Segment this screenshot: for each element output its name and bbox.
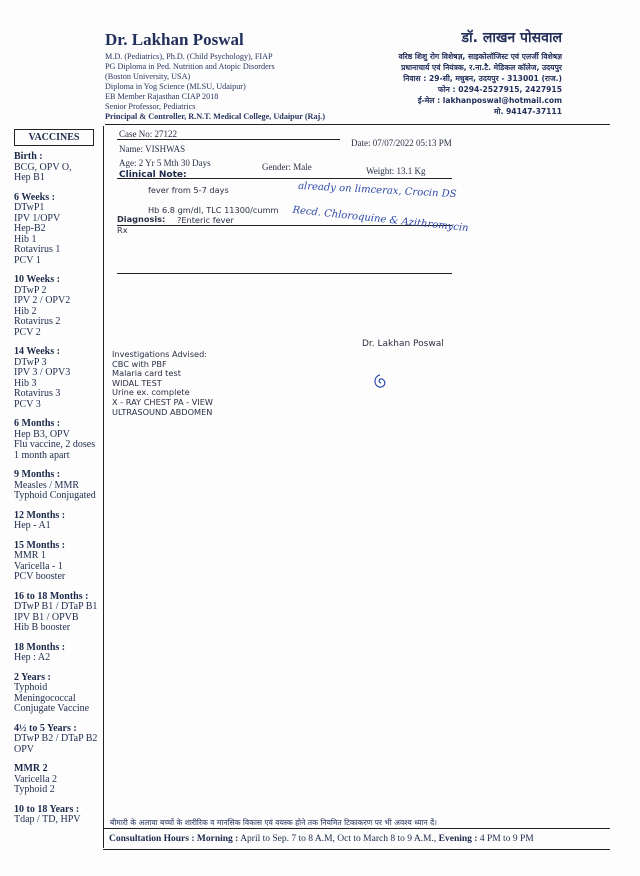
vaccine-item: PCV 3	[14, 398, 41, 410]
investigation-item: ULTRASOUND ABDOMEN	[112, 406, 213, 417]
vaccine-list	[8, 152, 103, 826]
vaccine-group-heading: Birth :	[14, 151, 43, 162]
clinical-note-label: Clinical Note:	[119, 170, 187, 180]
header-right	[398, 28, 562, 117]
vaccine-item: IPV B1 / OPVB	[14, 611, 79, 623]
vaccine-group	[14, 193, 103, 267]
investigation-item: Urine ex. complete	[112, 387, 190, 398]
vaccine-group	[14, 643, 103, 664]
vaccine-group	[14, 805, 103, 826]
vaccine-item: Measles / MMR	[14, 479, 79, 491]
vaccine-item: Hep - A1	[14, 520, 51, 531]
investigation-item: CBC with PBF	[112, 358, 167, 369]
hindi-footer-note: बीमारी के अलावा बच्चों के शारीरिक व मानसिक विकास एवं वयस्क होने तक नियमित टिकाकरण पर भी अवश्य ध्यान दें।	[110, 818, 437, 827]
vaccine-item: Rotavirus 2	[14, 316, 61, 327]
credential-line: (Boston University, USA)	[105, 72, 191, 81]
vaccine-item: Rotavirus 1	[14, 244, 61, 255]
vaccine-group	[14, 419, 103, 461]
investigations-title: Investigations Advised:	[112, 349, 208, 359]
divider	[117, 273, 452, 274]
vaccine-item: Rotavirus 3	[14, 388, 61, 399]
vaccine-item: DTwP B2 / DTaP B2	[14, 733, 98, 744]
vaccine-group	[14, 511, 103, 532]
vaccine-item: Hep B3, OPV	[14, 428, 70, 440]
clinical-note: fever from 5-7 days	[148, 185, 229, 195]
credential-line: PG Diploma in Ped. Nutrition and Atopic Disorders	[105, 62, 275, 71]
vaccine-item: DTwP 3	[14, 356, 47, 368]
vaccine-item: 1 month apart	[14, 449, 70, 461]
evening-label: Evening :	[438, 834, 478, 844]
vaccine-group	[14, 592, 103, 634]
vaccine-group-heading: 14 Weeks :	[14, 346, 60, 357]
vaccine-group-heading: 4½ to 5 Years :	[14, 722, 77, 734]
hindi-line: फोन : 0294-2527915, 2427915	[437, 85, 562, 94]
hindi-line: वरिष्ठ शिशु रोग विशेषज्ञ, साइकोलॉजिस्ट एवं एलर्जी विशेषज्ञ	[398, 52, 562, 61]
vaccine-group	[14, 764, 103, 796]
vaccine-item: Hep B1	[14, 172, 45, 183]
vaccine-item: DTwP 2	[14, 284, 47, 296]
vaccine-group-heading: 6 Weeks :	[14, 191, 55, 203]
vaccine-item: IPV 3 / OPV3	[14, 367, 71, 378]
vaccine-group	[14, 275, 103, 338]
case-number: Case No: 27122	[119, 129, 177, 139]
vaccines-title: VACCINES	[14, 129, 94, 146]
vaccine-item: Meningococcal	[14, 692, 76, 704]
hindi-line: प्रधानाचार्य एवं नियंत्रक, र.ना.टै. मेडिकल कॉलेज, उदयपुर	[401, 63, 562, 72]
vaccine-group	[14, 347, 103, 410]
vaccine-item: PCV booster	[14, 571, 66, 582]
vaccine-item: IPV 2 / OPV2	[14, 295, 71, 306]
vaccine-item: PCV 1	[14, 254, 41, 266]
vaccine-group-heading: MMR 2	[14, 763, 48, 774]
vaccine-item: BCG, OPV O,	[14, 161, 72, 173]
diagnosis-label: Diagnosis:	[117, 214, 166, 224]
vaccine-item: Hep : A2	[14, 652, 51, 663]
credential-line: EB Member Rajasthan CIAP 2018	[105, 92, 219, 101]
vaccine-item: Hib 1	[14, 233, 37, 245]
vaccine-item: DTwP1	[14, 202, 45, 213]
credential-line: Senior Professor, Pediatrics	[105, 102, 196, 111]
signature-name: Dr. Lakhan Poswal	[362, 339, 444, 349]
doctor-name: Dr. Lakhan Poswal	[105, 30, 244, 49]
vaccine-item: MMR 1	[14, 550, 46, 561]
vaccine-item: Hep-B2	[14, 223, 46, 234]
position-line: Principal & Controller, R.N.T. Medical College, Udaipur (Raj.)	[105, 112, 326, 121]
patient-age: Age: 2 Yr 5 Mth 30 Days	[119, 158, 211, 168]
consultation-hours	[103, 828, 610, 850]
diagnosis: ?Enteric fever	[177, 215, 234, 225]
vaccine-item: Typhoid	[14, 682, 48, 693]
patient-gender: Gender: Male	[262, 162, 312, 172]
divider	[117, 139, 340, 140]
vaccine-item: Flu vaccine, 2 doses	[14, 439, 96, 450]
vaccine-item: Hib 3	[14, 377, 37, 389]
hindi-line: मो. 94147-37111	[493, 107, 562, 116]
vaccine-item: Varicella - 1	[14, 560, 63, 572]
vaccine-item: Varicella 2	[14, 773, 58, 785]
vaccine-item: OPV	[14, 743, 35, 755]
hindi-line: ई-मेल : lakhanposwal@hotmail.com	[417, 96, 562, 105]
vaccine-group-heading: 16 to 18 Months :	[14, 590, 89, 602]
hindi-doctor-name: डॉ. लाखन पोसवाल	[461, 30, 562, 46]
vaccine-group	[14, 152, 103, 184]
vaccine-group-heading: 9 Months :	[14, 469, 61, 480]
vaccine-group	[14, 470, 103, 502]
investigation-item: X - RAY CHEST PA - VIEW	[112, 396, 213, 407]
vaccine-group	[14, 673, 103, 715]
vaccine-group-heading: 15 Months :	[14, 539, 66, 551]
handwritten-note: already on limcerax, Crocin DS	[297, 180, 457, 201]
vaccine-group-heading: 12 Months :	[14, 509, 66, 521]
investigation-item: WIDAL TEST	[112, 377, 162, 388]
vaccine-item: PCV 2	[14, 326, 41, 338]
vaccine-group	[14, 724, 103, 756]
consult-label: Consultation Hours : Morning :	[109, 834, 239, 844]
header-left	[105, 30, 395, 122]
vaccine-group-heading: 18 Months :	[14, 641, 66, 653]
visit-date: Date: 07/07/2022 05:13 PM	[351, 138, 452, 148]
rx-label: Rx	[117, 225, 128, 235]
investigations	[112, 350, 213, 417]
vaccine-group-heading: 10 Weeks :	[14, 274, 60, 285]
credential-line: Diploma in Yog Science (MLSU, Udaipur)	[105, 82, 246, 91]
vaccine-item: Tdap / TD, HPV	[14, 814, 81, 825]
vaccine-item: Hib 2	[14, 305, 37, 317]
consult-evening: 4 PM to 9 PM	[479, 834, 534, 844]
vaccine-group-heading: 10 to 18 Years :	[14, 803, 80, 815]
header-divider	[105, 124, 610, 125]
vaccine-group-heading: 2 Years :	[14, 671, 51, 683]
vaccine-item: IPV 1/OPV	[14, 212, 61, 224]
investigation-item: Malaria card test	[112, 368, 181, 379]
vaccine-item: Typhoid 2	[14, 784, 55, 795]
vaccine-group-heading: 6 Months :	[14, 418, 61, 429]
lab-values: Hb 6.8 gm/dl, TLC 11300/cumm	[148, 205, 279, 215]
vaccine-item: DTwP B1 / DTaP B1	[14, 601, 98, 612]
vaccine-column	[8, 126, 104, 848]
patient-weight: Weight: 13.1 Kg	[366, 166, 426, 176]
patient-name: Name: VISHWAS	[119, 144, 186, 154]
vaccine-item: Typhoid Conjugated	[14, 490, 96, 501]
vaccine-item: Hib B booster	[14, 622, 71, 633]
vaccine-group	[14, 541, 103, 583]
handwritten-note: Recd. Chloroquine & Azithromycin	[291, 204, 469, 235]
handwritten-mark-icon	[370, 372, 390, 390]
consult-morning: April to Sep. 7 to 8 A.M, Oct to March 8 to 9 A.M.,	[240, 834, 437, 844]
vaccine-item: Conjugate Vaccine	[14, 703, 90, 714]
credential-line: M.D. (Pediatrics), Ph.D. (Child Psychology), FIAP	[105, 52, 273, 61]
hindi-line: निवास : 29-सी, मधुबन, उदयपुर - 313001 (राज.)	[403, 74, 562, 83]
